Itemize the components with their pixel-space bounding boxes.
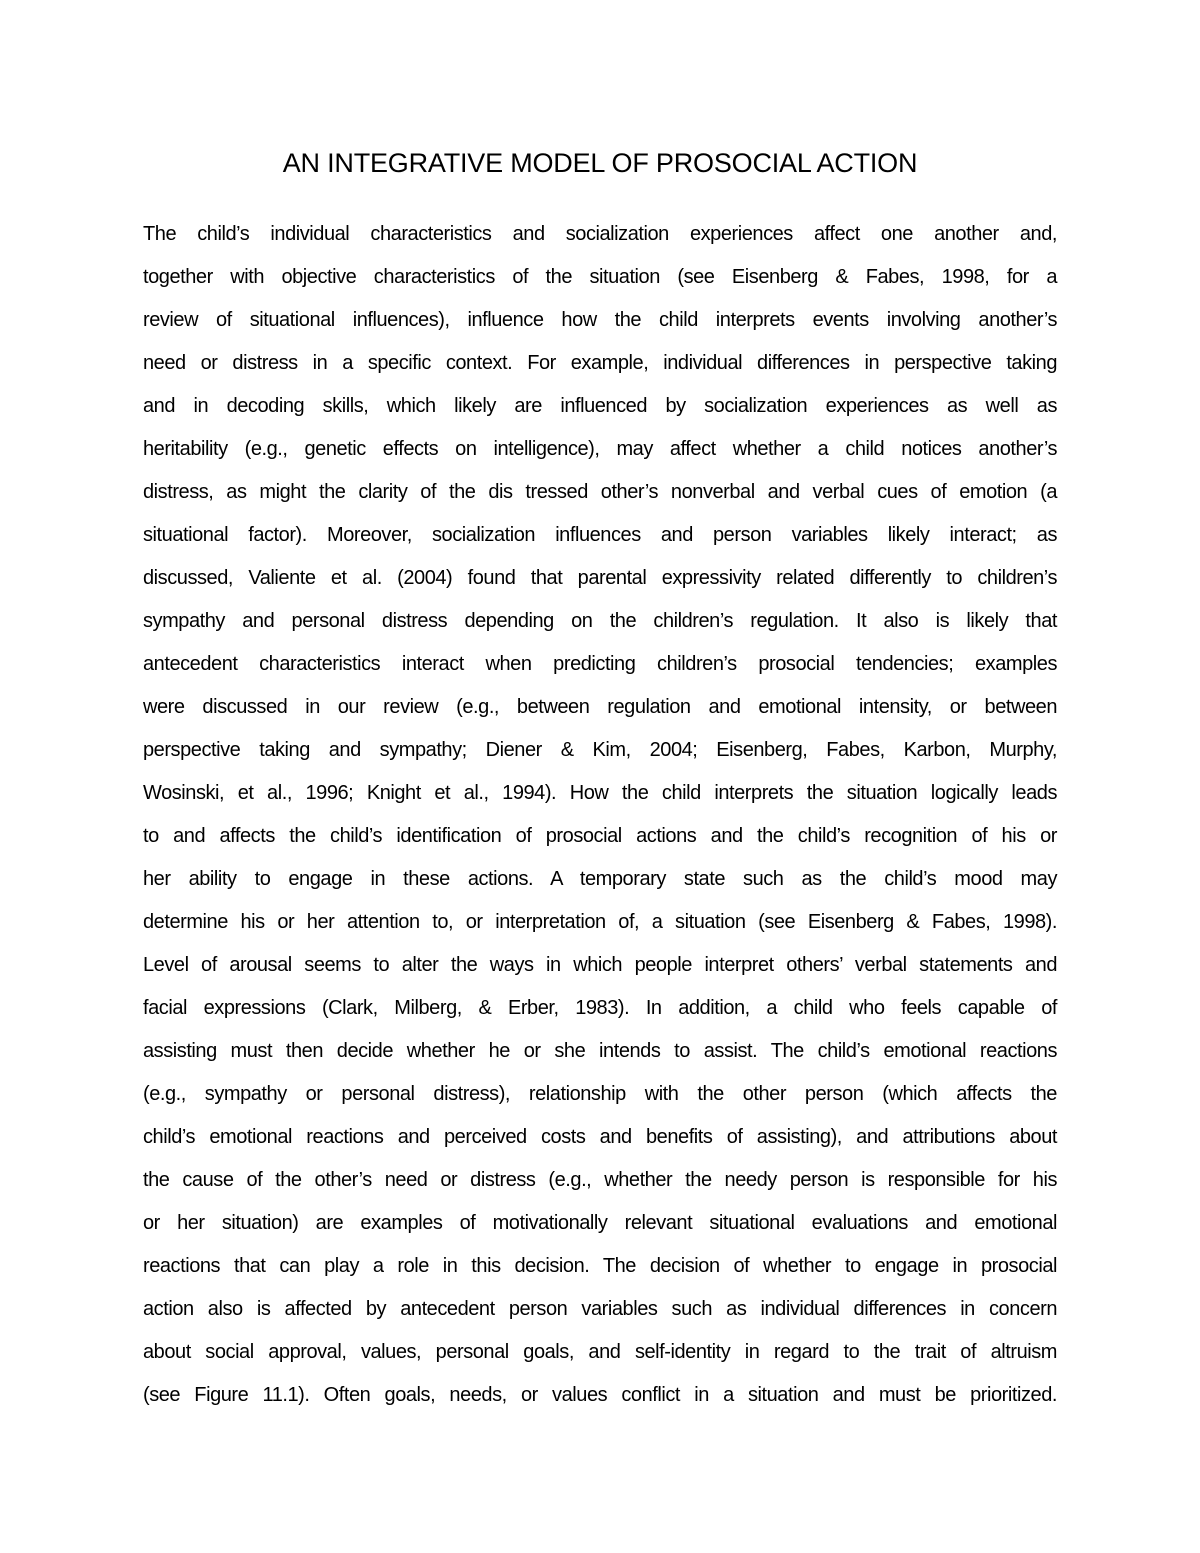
paragraph-line: heritability (e.g., genetic effects on intelligence), may affect whether a child notices another’s — [143, 438, 1057, 460]
paragraph-line: were discussed in our review (e.g., between regulation and emotional intensity, or between — [143, 696, 1057, 718]
paragraph-line: action also is affected by antecedent person variables such as individual differences in concern — [143, 1298, 1057, 1320]
paragraph-line: together with objective characteristics of the situation (see Eisenberg & Fabes, 1998, for a — [143, 266, 1057, 288]
paragraph-line: the cause of the other’s need or distress (e.g., whether the needy person is responsible for his — [143, 1169, 1057, 1191]
paragraph-line: or her situation) are examples of motivationally relevant situational evaluations and emotional — [143, 1212, 1057, 1234]
body-paragraph — [143, 213, 1057, 1417]
paragraph-line: assisting must then decide whether he or she intends to assist. The child’s emotional reactions — [143, 1040, 1057, 1062]
paragraph-line: review of situational influences), influence how the child interprets events involving another’s — [143, 309, 1057, 331]
paragraph-line: discussed, Valiente et al. (2004) found that parental expressivity related differently to children’s — [143, 567, 1057, 589]
paragraph-line: (see Figure 11.1). Often goals, needs, or values conflict in a situation and must be prioritized. — [143, 1384, 1057, 1406]
paragraph-line: and in decoding skills, which likely are influenced by socialization experiences as well as — [143, 395, 1057, 417]
document-title: AN INTEGRATIVE MODEL OF PROSOCIAL ACTION — [282, 148, 918, 178]
paragraph-line: distress, as might the clarity of the dis tressed other’s nonverbal and verbal cues of emotion (a — [143, 481, 1057, 503]
paragraph-line: need or distress in a specific context. For example, individual differences in perspective taking — [143, 352, 1057, 374]
paragraph-line: antecedent characteristics interact when predicting children’s prosocial tendencies; examples — [143, 653, 1057, 675]
paragraph-line: her ability to engage in these actions. A temporary state such as the child’s mood may — [143, 868, 1057, 890]
paragraph-line: (e.g., sympathy or personal distress), relationship with the other person (which affects the — [143, 1083, 1057, 1105]
paragraph-line: determine his or her attention to, or interpretation of, a situation (see Eisenberg & Fabes, 1998). — [143, 911, 1057, 933]
paragraph-line: child’s emotional reactions and perceived costs and benefits of assisting), and attributions about — [143, 1126, 1057, 1148]
paragraph-line: about social approval, values, personal goals, and self-identity in regard to the trait of altruism — [143, 1341, 1057, 1363]
paragraph-line: Level of arousal seems to alter the ways in which people interpret others’ verbal statements and — [143, 954, 1057, 976]
paragraph-line: to and affects the child’s identification of prosocial actions and the child’s recognition of his or — [143, 825, 1057, 847]
paragraph-line: reactions that can play a role in this decision. The decision of whether to engage in prosocial — [143, 1255, 1057, 1277]
paragraph-line: Wosinski, et al., 1996; Knight et al., 1994). How the child interprets the situation logically leads — [143, 782, 1057, 804]
paragraph-line: situational factor). Moreover, socialization influences and person variables likely interact; as — [143, 524, 1057, 546]
paragraph-line: facial expressions (Clark, Milberg, & Erber, 1983). In addition, a child who feels capable of — [143, 997, 1057, 1019]
paragraph-line: The child’s individual characteristics and socialization experiences affect one another and, — [143, 223, 1057, 245]
paragraph-line: sympathy and personal distress depending on the children’s regulation. It also is likely that — [143, 610, 1057, 632]
paragraph-line: perspective taking and sympathy; Diener & Kim, 2004; Eisenberg, Fabes, Karbon, Murphy, — [143, 739, 1057, 761]
